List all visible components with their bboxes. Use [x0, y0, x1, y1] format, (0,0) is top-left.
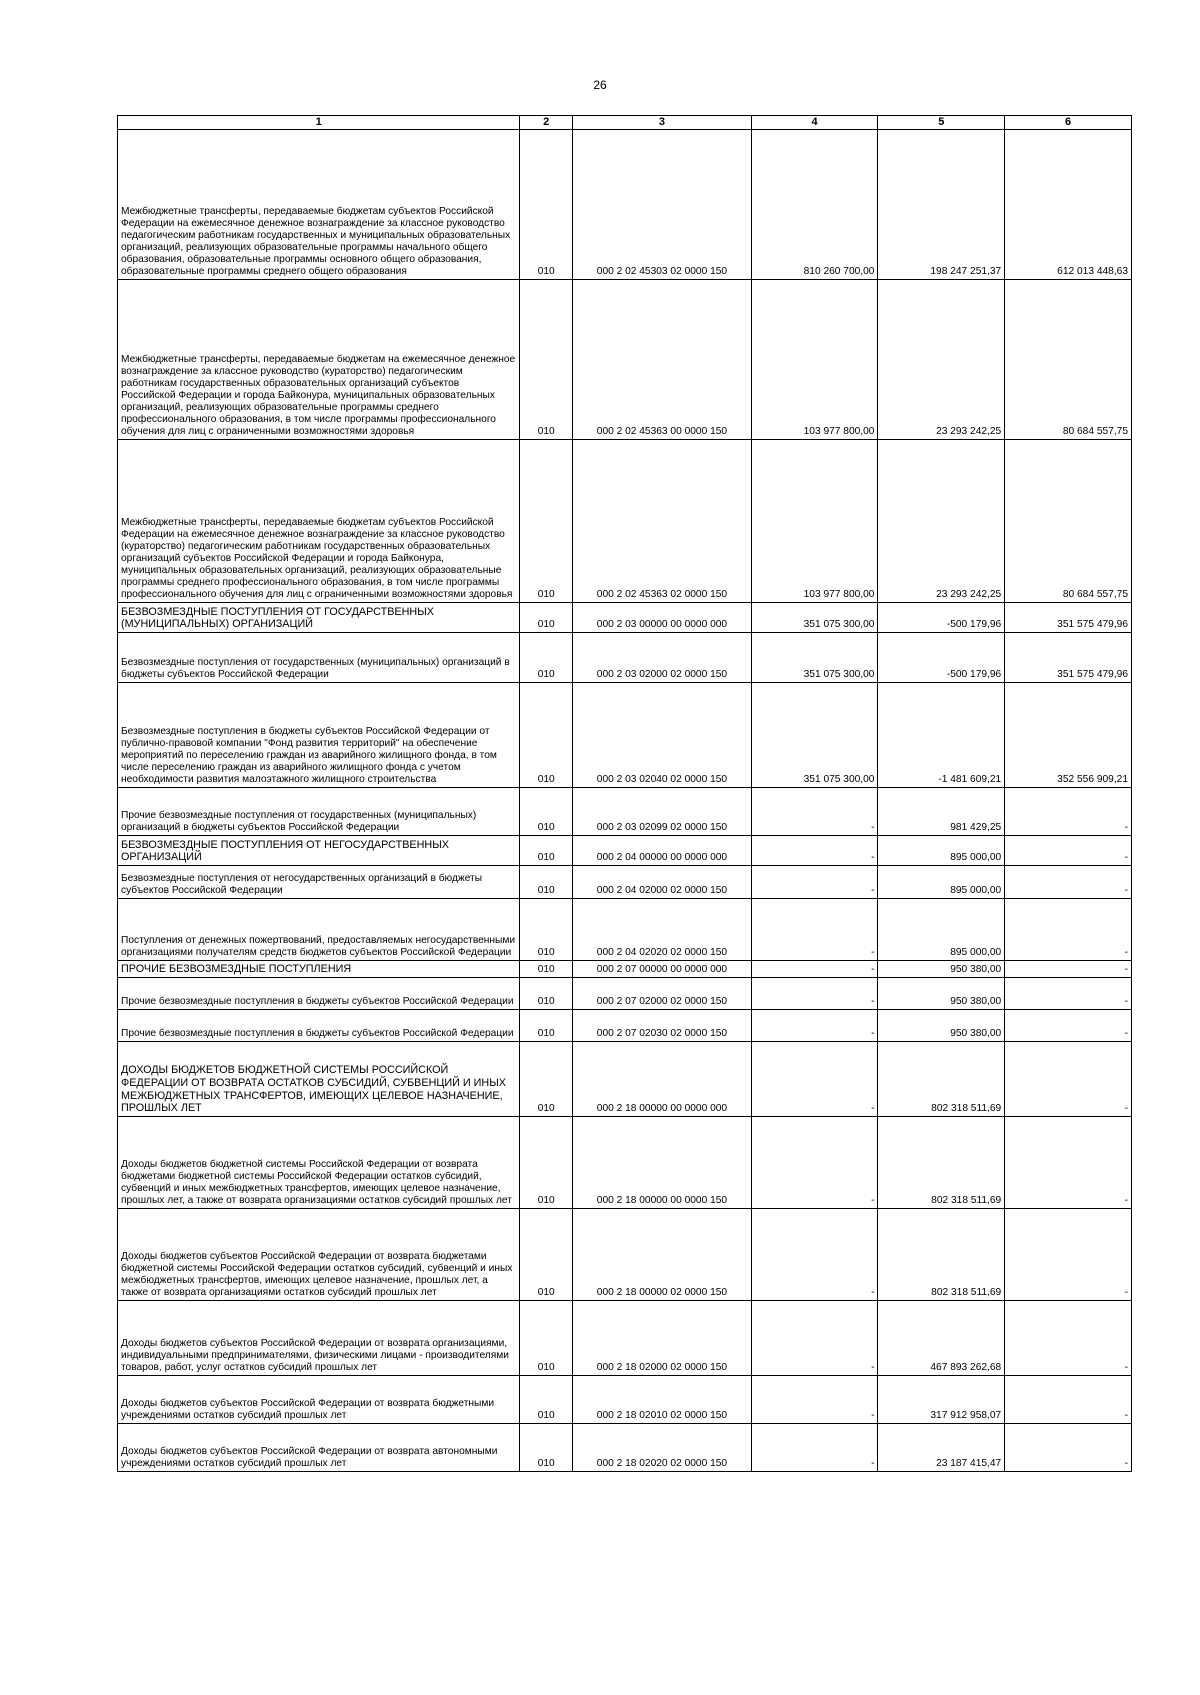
row-col6-cell: - [1005, 865, 1132, 898]
row-code-cell: 010 [520, 129, 573, 279]
row-code-cell: 010 [520, 835, 573, 865]
row-col4-cell: - [751, 977, 878, 1009]
row-col6-cell: 80 684 557,75 [1005, 279, 1132, 439]
table-row [118, 1423, 1132, 1471]
row-col6-cell: 612 013 448,63 [1005, 129, 1132, 279]
row-col4-cell: - [751, 1009, 878, 1041]
row-name-cell: Безвозмездные поступления от негосударственных организаций в бюджеты субъектов Российской Федерации [118, 865, 520, 898]
row-col4-cell: 351 075 300,00 [751, 602, 878, 632]
row-col5-cell: 981 429,25 [878, 787, 1005, 835]
row-col4-cell: - [751, 787, 878, 835]
row-col4-cell: - [751, 1423, 878, 1471]
table-row [118, 1375, 1132, 1423]
row-col4-cell: 351 075 300,00 [751, 682, 878, 787]
row-col5-cell: 467 893 262,68 [878, 1300, 1005, 1375]
row-col5-cell: -500 179,96 [878, 632, 1005, 682]
row-col4-cell: 103 977 800,00 [751, 279, 878, 439]
row-name-cell: Безвозмездные поступления в бюджеты субъектов Российской Федерации от публично-правовой компании "Фонд развития территорий" на обеспечение мероприятий по переселению граждан из аварийного жилищного фонда, в том числе переселению граждан из аварийного жилищного фонда с учетом необходимости развития малоэтажного жилищного строительства [118, 682, 520, 787]
table-row [118, 1009, 1132, 1041]
row-col4-cell: - [751, 960, 878, 977]
col-header-1: 1 [118, 116, 520, 130]
row-code-cell: 010 [520, 1375, 573, 1423]
row-code-cell: 010 [520, 1116, 573, 1208]
row-col5-cell: -500 179,96 [878, 602, 1005, 632]
row-name-cell: Прочие безвозмездные поступления от государственных (муниципальных) организаций в бюджеты субъектов Российской Федерации [118, 787, 520, 835]
row-col5-cell: 895 000,00 [878, 865, 1005, 898]
row-col4-cell: - [751, 865, 878, 898]
row-code-cell: 010 [520, 682, 573, 787]
row-name-cell: Доходы бюджетов субъектов Российской Федерации от возврата бюджетными учреждениями остатков субсидий прошлых лет [118, 1375, 520, 1423]
table-row [118, 1300, 1132, 1375]
row-kbk-cell: 000 2 04 02020 02 0000 150 [573, 898, 752, 960]
row-col4-cell: - [751, 1300, 878, 1375]
row-kbk-cell: 000 2 04 02000 02 0000 150 [573, 865, 752, 898]
row-name-cell: Прочие безвозмездные поступления в бюджеты субъектов Российской Федерации [118, 1009, 520, 1041]
col-header-4: 4 [751, 116, 878, 130]
table-row [118, 129, 1132, 279]
budget-table [117, 115, 1132, 1472]
col-header-3: 3 [573, 116, 752, 130]
row-code-cell: 010 [520, 1423, 573, 1471]
row-col6-cell: - [1005, 960, 1132, 977]
row-col6-cell: - [1005, 1041, 1132, 1116]
row-code-cell: 010 [520, 279, 573, 439]
row-col5-cell: 23 293 242,25 [878, 279, 1005, 439]
row-kbk-cell: 000 2 02 45303 02 0000 150 [573, 129, 752, 279]
row-kbk-cell: 000 2 07 02030 02 0000 150 [573, 1009, 752, 1041]
page-number: 26 [593, 78, 607, 92]
row-col5-cell: 198 247 251,37 [878, 129, 1005, 279]
header-row [118, 116, 1132, 130]
row-kbk-cell: 000 2 04 00000 00 0000 000 [573, 835, 752, 865]
row-name-cell: Межбюджетные трансферты, передаваемые бюджетам субъектов Российской Федерации на ежемесячное денежное вознаграждение за классное руководство педагогическим работникам государственных и муниципальных образовательных организаций, реализующих образовательные программы начального общего образования, образовательные программы основного общего образования, образовательные программы среднего общего образования [118, 129, 520, 279]
row-col4-cell: 103 977 800,00 [751, 439, 878, 602]
row-col4-cell: 351 075 300,00 [751, 632, 878, 682]
row-col6-cell: 352 556 909,21 [1005, 682, 1132, 787]
row-col4-cell: - [751, 1116, 878, 1208]
row-col5-cell: 950 380,00 [878, 1009, 1005, 1041]
row-col4-cell: - [751, 898, 878, 960]
row-col5-cell: 802 318 511,69 [878, 1208, 1005, 1300]
row-col6-cell: - [1005, 787, 1132, 835]
row-col6-cell: 351 575 479,96 [1005, 602, 1132, 632]
table-row [118, 602, 1132, 632]
row-col6-cell: 351 575 479,96 [1005, 632, 1132, 682]
row-code-cell: 010 [520, 865, 573, 898]
row-kbk-cell: 000 2 03 02000 02 0000 150 [573, 632, 752, 682]
table-row [118, 865, 1132, 898]
row-kbk-cell: 000 2 18 02020 02 0000 150 [573, 1423, 752, 1471]
row-col5-cell: 23 293 242,25 [878, 439, 1005, 602]
row-code-cell: 010 [520, 602, 573, 632]
row-col6-cell: - [1005, 977, 1132, 1009]
row-kbk-cell: 000 2 03 02040 02 0000 150 [573, 682, 752, 787]
row-code-cell: 010 [520, 1208, 573, 1300]
row-code-cell: 010 [520, 977, 573, 1009]
table-row [118, 835, 1132, 865]
row-name-cell: Межбюджетные трансферты, передаваемые бюджетам субъектов Российской Федерации на ежемесячное денежное вознаграждение за классное руководство (кураторство) педагогическим работникам государственных образовательных организаций субъектов Российской Федерации и города Байконура, муниципальных образовательных организаций, реализующих образовательные программы среднего профессионального образования, в том числе программы профессионального обучения для лиц с ограниченными возможностями здоровья [118, 439, 520, 602]
row-name-cell: Межбюджетные трансферты, передаваемые бюджетам на ежемесячное денежное вознаграждение за классное руководство (кураторство) педагогическим работникам государственных образовательных организаций субъектов Российской Федерации и города Байконура, муниципальных образовательных организаций, реализующих образовательные программы среднего профессионального образования, в том числе программы профессионального обучения для лиц с ограниченными возможностями здоровья [118, 279, 520, 439]
row-code-cell: 010 [520, 960, 573, 977]
row-kbk-cell: 000 2 03 00000 00 0000 000 [573, 602, 752, 632]
row-kbk-cell: 000 2 02 45363 02 0000 150 [573, 439, 752, 602]
table-row [118, 682, 1132, 787]
table-body [118, 129, 1132, 1471]
row-col5-cell: 802 318 511,69 [878, 1041, 1005, 1116]
row-col4-cell: - [751, 1208, 878, 1300]
row-col5-cell: 895 000,00 [878, 835, 1005, 865]
table-row [118, 1041, 1132, 1116]
row-code-cell: 010 [520, 1009, 573, 1041]
row-col6-cell: - [1005, 898, 1132, 960]
row-code-cell: 010 [520, 632, 573, 682]
row-kbk-cell: 000 2 18 00000 00 0000 000 [573, 1041, 752, 1116]
row-col4-cell: - [751, 1041, 878, 1116]
row-col6-cell: - [1005, 1300, 1132, 1375]
col-header-2: 2 [520, 116, 573, 130]
row-kbk-cell: 000 2 18 02000 02 0000 150 [573, 1300, 752, 1375]
col-header-6: 6 [1005, 116, 1132, 130]
row-col4-cell: - [751, 835, 878, 865]
row-code-cell: 010 [520, 439, 573, 602]
row-code-cell: 010 [520, 1300, 573, 1375]
row-name-cell: БЕЗВОЗМЕЗДНЫЕ ПОСТУПЛЕНИЯ ОТ НЕГОСУДАРСТВЕННЫХ ОРГАНИЗАЦИЙ [118, 835, 520, 865]
row-col5-cell: 23 187 415,47 [878, 1423, 1005, 1471]
row-col6-cell: - [1005, 1375, 1132, 1423]
table-row [118, 960, 1132, 977]
row-name-cell: БЕЗВОЗМЕЗДНЫЕ ПОСТУПЛЕНИЯ ОТ ГОСУДАРСТВЕННЫХ (МУНИЦИПАЛЬНЫХ) ОРГАНИЗАЦИЙ [118, 602, 520, 632]
table-row [118, 787, 1132, 835]
row-code-cell: 010 [520, 787, 573, 835]
row-kbk-cell: 000 2 18 00000 02 0000 150 [573, 1208, 752, 1300]
row-col6-cell: - [1005, 1208, 1132, 1300]
row-col5-cell: 895 000,00 [878, 898, 1005, 960]
row-name-cell: ПРОЧИЕ БЕЗВОЗМЕЗДНЫЕ ПОСТУПЛЕНИЯ [118, 960, 520, 977]
row-kbk-cell: 000 2 07 02000 02 0000 150 [573, 977, 752, 1009]
table-row [118, 439, 1132, 602]
col-header-5: 5 [878, 116, 1005, 130]
row-kbk-cell: 000 2 03 02099 02 0000 150 [573, 787, 752, 835]
row-col6-cell: - [1005, 835, 1132, 865]
row-col6-cell: - [1005, 1423, 1132, 1471]
row-name-cell: Доходы бюджетов субъектов Российской Федерации от возврата бюджетами бюджетной системы Российской Федерации остатков субсидий, субвенций и иных межбюджетных трансфертов, имеющих целевое назначение, прошлых лет, а также от возврата организациями остатков субсидий прошлых лет [118, 1208, 520, 1300]
table-row [118, 1208, 1132, 1300]
table-row [118, 632, 1132, 682]
row-col5-cell: 317 912 958,07 [878, 1375, 1005, 1423]
row-col6-cell: 80 684 557,75 [1005, 439, 1132, 602]
row-name-cell: Доходы бюджетов бюджетной системы Российской Федерации от возврата бюджетами бюджетной системы Российской Федерации остатков субсидий, субвенций и иных межбюджетных трансфертов, имеющих целевое назначение, прошлых лет, а также от возврата организациями остатков субсидий прошлых лет [118, 1116, 520, 1208]
table-row [118, 279, 1132, 439]
row-name-cell: Доходы бюджетов субъектов Российской Федерации от возврата автономными учреждениями остатков субсидий прошлых лет [118, 1423, 520, 1471]
row-col4-cell: 810 260 700,00 [751, 129, 878, 279]
row-code-cell: 010 [520, 898, 573, 960]
row-name-cell: Прочие безвозмездные поступления в бюджеты субъектов Российской Федерации [118, 977, 520, 1009]
table-row [118, 898, 1132, 960]
table-row [118, 1116, 1132, 1208]
row-col5-cell: -1 481 609,21 [878, 682, 1005, 787]
row-col5-cell: 950 380,00 [878, 960, 1005, 977]
row-col5-cell: 802 318 511,69 [878, 1116, 1005, 1208]
row-name-cell: Безвозмездные поступления от государственных (муниципальных) организаций в бюджеты субъектов Российской Федерации [118, 632, 520, 682]
row-name-cell: Доходы бюджетов субъектов Российской Федерации от возврата организациями, индивидуальными предпринимателями, физическими лицами - производителями товаров, работ, услуг остатков субсидий прошлых лет [118, 1300, 520, 1375]
row-kbk-cell: 000 2 07 00000 00 0000 000 [573, 960, 752, 977]
row-col5-cell: 950 380,00 [878, 977, 1005, 1009]
row-col6-cell: - [1005, 1116, 1132, 1208]
row-name-cell: ДОХОДЫ БЮДЖЕТОВ БЮДЖЕТНОЙ СИСТЕМЫ РОССИЙСКОЙ ФЕДЕРАЦИИ ОТ ВОЗВРАТА ОСТАТКОВ СУБСИДИЙ, СУБВЕНЦИЙ И ИНЫХ МЕЖБЮДЖЕТНЫХ ТРАНСФЕРТОВ, ИМЕЮЩИХ ЦЕЛЕВОЕ НАЗНАЧЕНИЕ, ПРОШЛЫХ ЛЕТ [118, 1041, 520, 1116]
table-row [118, 977, 1132, 1009]
row-code-cell: 010 [520, 1041, 573, 1116]
row-name-cell: Поступления от денежных пожертвований, предоставляемых негосударственными организациями получателям средств бюджетов субъектов Российской Федерации [118, 898, 520, 960]
row-col6-cell: - [1005, 1009, 1132, 1041]
row-kbk-cell: 000 2 18 02010 02 0000 150 [573, 1375, 752, 1423]
row-kbk-cell: 000 2 02 45363 00 0000 150 [573, 279, 752, 439]
row-col4-cell: - [751, 1375, 878, 1423]
row-kbk-cell: 000 2 18 00000 00 0000 150 [573, 1116, 752, 1208]
